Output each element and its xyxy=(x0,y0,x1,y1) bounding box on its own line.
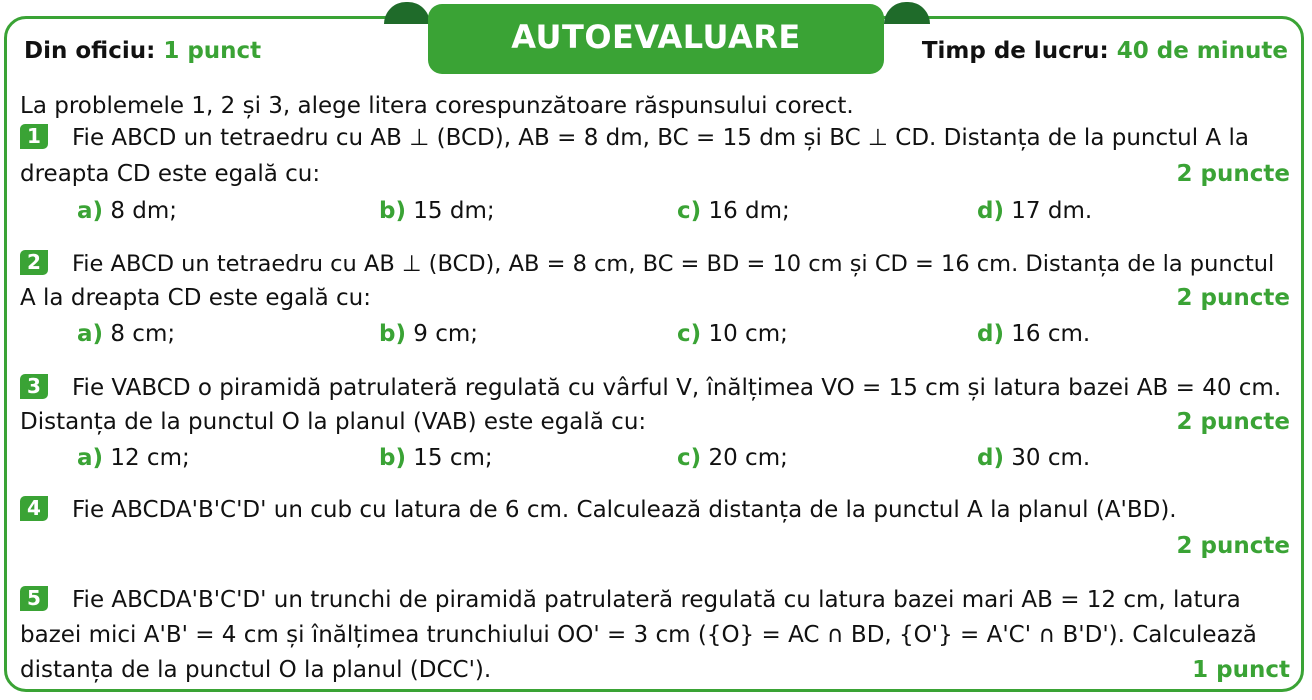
option-a: a) 12 cm; xyxy=(77,445,190,471)
problem-number-badge: 2 xyxy=(20,250,48,275)
problem-2-points: 2 puncte xyxy=(1176,285,1290,311)
problem-3-line2: Distanța de la punctul O la planul (VAB) este egală cu: 2 puncte xyxy=(20,406,1290,438)
problem-1-line2: dreapta CD este egală cu: 2 puncte xyxy=(20,158,1290,190)
option-b: b) 15 dm; xyxy=(379,198,495,224)
problem-5-line3: distanța de la punctul O la planul (DCC'). 1 punct xyxy=(20,654,1290,686)
problem-1-points: 2 puncte xyxy=(1176,161,1290,187)
option-d: d) 16 cm. xyxy=(977,321,1091,347)
problem-4-points: 2 puncte xyxy=(1176,533,1290,559)
problem-3-line1: 3 Fie VABCD o piramidă patrulateră regulată cu vârful V, înălțimea VO = 15 cm și latura bazei AB = 40 cm. xyxy=(20,372,1290,404)
problem-1-line1: 1 Fie ABCD un tetraedru cu AB ⊥ (BCD), AB = 8 dm, BC = 15 dm și BC ⊥ CD. Distanța de la punctul A la xyxy=(20,122,1290,154)
option-c: c) 16 dm; xyxy=(677,198,790,224)
option-d: d) 30 cm. xyxy=(977,445,1091,471)
tab-decoration-left xyxy=(384,2,430,24)
problem-2-line1: 2 Fie ABCD un tetraedru cu AB ⊥ (BCD), AB = 8 cm, BC = BD = 10 cm și CD = 16 cm. Distanța de la punctul xyxy=(20,248,1290,280)
din-oficiu-value: 1 punct xyxy=(163,38,262,64)
din-oficiu-label: Din oficiu: 1 punct xyxy=(24,38,262,64)
problem-4-line1: 4 Fie ABCDA'B'C'D' un cub cu latura de 6 cm. Calculează distanța de la punctul A la planul (A'BD). xyxy=(20,494,1290,526)
option-c: c) 10 cm; xyxy=(677,321,788,347)
option-a: a) 8 dm; xyxy=(77,198,178,224)
intro-text: La problemele 1, 2 și 3, alege litera corespunzătoare răspunsului corect. xyxy=(20,93,854,119)
problem-number-badge: 5 xyxy=(20,586,48,611)
problem-5-line1: 5 Fie ABCDA'B'C'D' un trunchi de piramidă patrulateră regulată cu latura bazei mari AB = 12 cm, latura xyxy=(20,584,1290,616)
section-title: AUTOEVALUARE xyxy=(428,4,884,74)
option-b: b) 9 cm; xyxy=(379,321,479,347)
option-a: a) 8 cm; xyxy=(77,321,176,347)
tab-decoration-right xyxy=(884,2,930,24)
problem-5-line2: bazei mici A'B' = 4 cm și înălțimea trunchiului OO' = 3 cm ({O} = AC ∩ BD, {O'} = A'C' ∩ B'D'). Calculează xyxy=(20,622,1257,648)
option-c: c) 20 cm; xyxy=(677,445,788,471)
option-b: b) 15 cm; xyxy=(379,445,493,471)
problem-2-line2: A la dreapta CD este egală cu: 2 puncte xyxy=(20,282,1290,314)
problem-number-badge: 3 xyxy=(20,374,48,399)
option-d: d) 17 dm. xyxy=(977,198,1093,224)
time-value: 40 de minute xyxy=(1116,38,1288,64)
time-label: Timp de lucru: 40 de minute xyxy=(921,38,1288,64)
problem-5-points: 1 punct xyxy=(1192,657,1290,683)
problem-number-badge: 1 xyxy=(20,124,48,149)
problem-number-badge: 4 xyxy=(20,496,48,521)
problem-3-points: 2 puncte xyxy=(1176,409,1290,435)
